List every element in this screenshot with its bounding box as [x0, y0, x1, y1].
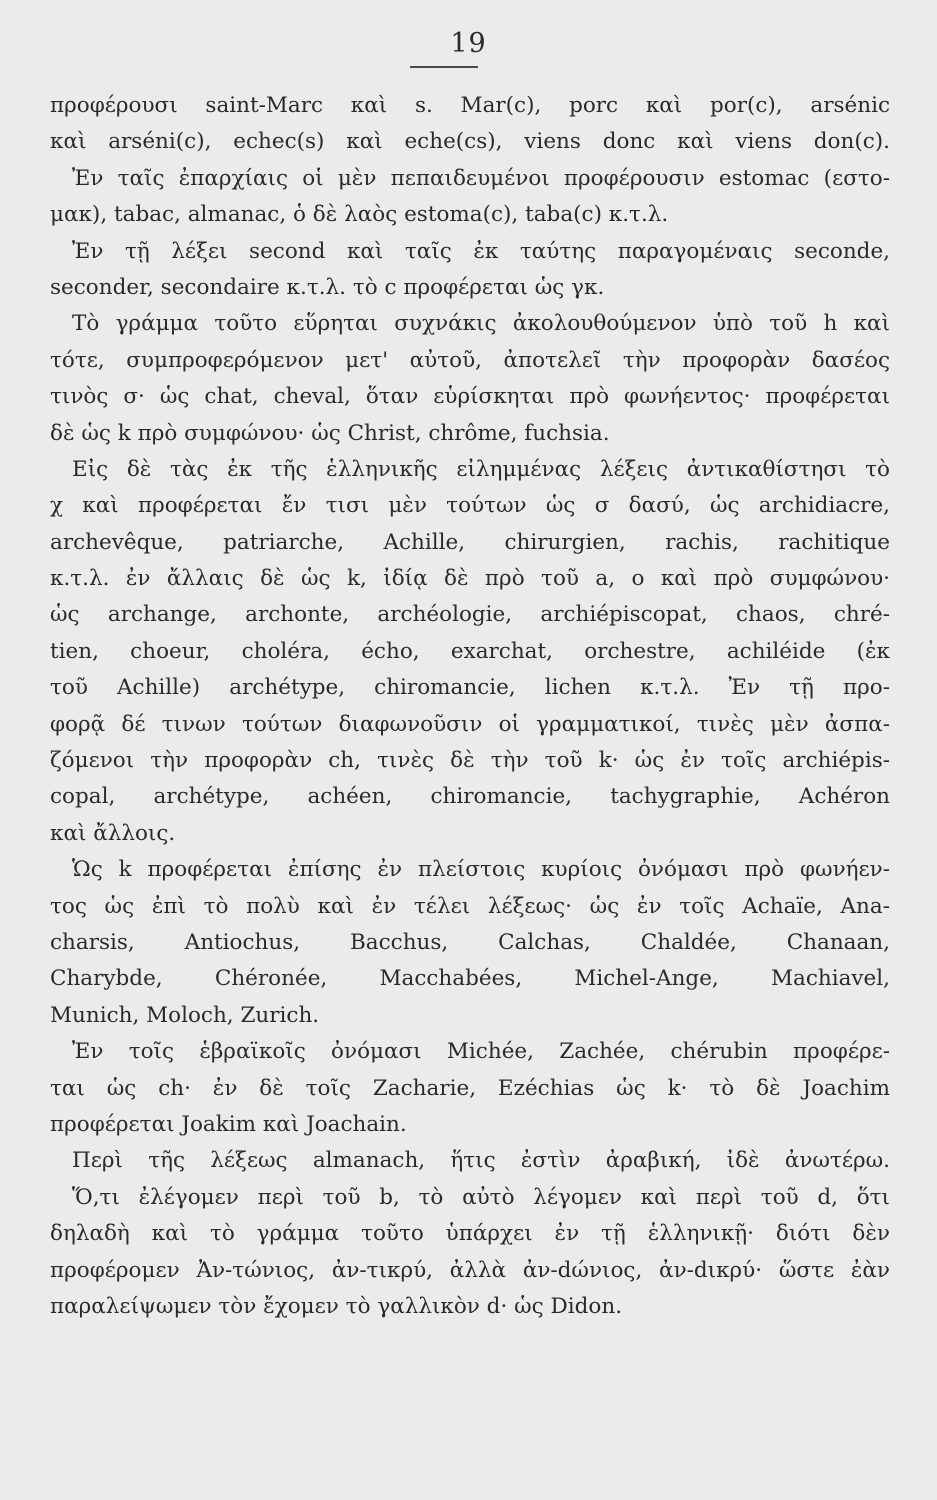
body-text [50, 88, 890, 1325]
text-line: Περὶ τῆς λέξεως almanach, ἥτις ἐστὶν ἀραβική, ἰδὲ ἀνωτέρω. [72, 1148, 890, 1174]
text-line: ὡς archange, archonte, archéologie, archiépiscopat, chaos, chré- [50, 602, 890, 628]
text-line: Ἐν τοῖς ἑβραϊκοῖς ὀνόμασι Michée, Zachée, chérubin προφέρε- [72, 1039, 890, 1065]
text-line: τοῦ Achille) archétype, chiromancie, lichen κ.τ.λ. Ἐν τῇ προ- [50, 675, 890, 701]
text-line: seconder, secondaire κ.τ.λ. τὸ c προφέρεται ὡς γκ. [50, 274, 605, 300]
text-line: καὶ arséni(c), echec(s) καὶ eche(cs), viens donc καὶ viens don(c). [50, 129, 890, 155]
text-line: μακ), tabac, almanac, ὁ δὲ λαὸς estoma(c), taba(c) κ.τ.λ. [50, 202, 669, 228]
page-number: 19 [450, 28, 487, 59]
text-line: Munich, Moloch, Zurich. [50, 1002, 320, 1028]
text-line: ζόμενοι τὴν προφορὰν ch, τινὲς δὲ τὴν τοῦ k· ὡς ἐν τοῖς archiépis- [50, 748, 890, 774]
text-line: copal, archétype, achéen, chiromancie, tachygraphie, Achéron [50, 784, 890, 810]
text-line: τινὸς σ· ὡς chat, cheval, ὅταν εὑρίσκηται πρὸ φωνήεντος· προφέρεται [50, 384, 890, 410]
text-line: προφέρεται Joakim καὶ Joachain. [50, 1111, 407, 1137]
text-line: Ὡς k προφέρεται ἐπίσης ἐν πλείστοις κυρίοις ὀνόμασι πρὸ φωνήεν- [72, 857, 890, 883]
text-line: tien, choeur, choléra, écho, exarchat, orchestre, achiléide (ἐκ [50, 638, 890, 664]
text-line: archevêque, patriarche, Achille, chirurgien, rachis, rachitique [50, 529, 890, 555]
text-line: καὶ ἄλλοις. [50, 820, 176, 846]
text-line: Τὸ γράμμα τοῦτο εὕρηται συχνάκις ἀκολουθούμενον ὑπὸ τοῦ h καὶ [72, 311, 890, 337]
text-line: Ἐν ταῖς ἐπαρχίαις οἱ μὲν πεπαιδευμένοι προφέρουσιν estomac (εστο- [72, 165, 890, 191]
text-line: δηλαδὴ καὶ τὸ γράμμα τοῦτο ὑπάρχει ἐν τῇ ἑλληνικῇ· διότι δὲν [50, 1221, 890, 1247]
text-line: Ἐν τῇ λέξει second καὶ ταῖς ἐκ ταύτης παραγομέναις seconde, [72, 238, 890, 264]
text-line: ται ὡς ch· ἐν δὲ τοῖς Zacharie, Ezéchias ὡς k· τὸ δὲ Joachim [50, 1075, 890, 1101]
text-line: τος ὡς ἐπὶ τὸ πολὺ καὶ ἐν τέλει λέξεως· ὡς ἐν τοῖς Achaïe, Ana- [50, 893, 890, 919]
text-line: charsis, Antiochus, Bacchus, Calchas, Chaldée, Chanaan, [50, 929, 890, 955]
text-line: προφέρουσι saint-Marc καὶ s. Mar(c), porc καὶ por(c), arsénic [50, 93, 890, 118]
text-line: παραλείψωμεν τὸν ἔχομεν τὸ γαλλικὸν d· ὡς Didon. [50, 1293, 623, 1319]
text-line: Εἰς δὲ τὰς ἐκ τῆς ἑλληνικῆς εἰλημμένας λέξεις ἀντικαθίστησι τὸ [72, 456, 890, 482]
text-line: τότε, συμπροφερόμενον μετ' αὐτοῦ, ἀποτελεῖ τὴν προφορὰν δασέος [50, 347, 890, 373]
header-rule [410, 66, 478, 68]
text-line: δὲ ὡς k πρὸ συμφώνου· ὡς Christ, chrôme, fuchsia. [50, 420, 610, 446]
text-line: προφέρομεν Ἀν-τώνιος, ἀν-τικρύ, ἀλλὰ ἀν-dώνιος, ἀν-dικρύ· ὥστε ἐὰν [50, 1257, 890, 1283]
text-line: χ καὶ προφέρεται ἔν τισι μὲν τούτων ὡς σ δασύ, ὡς archidiacre, [50, 493, 890, 519]
text-line: Charybde, Chéronée, Macchabées, Michel-Ange, Machiavel, [50, 966, 890, 992]
text-line: κ.τ.λ. ἐν ἄλλαις δὲ ὡς k, ἰδίᾳ δὲ πρὸ τοῦ a, o καὶ πρὸ συμφώνου· [50, 566, 890, 592]
text-line: Ὅ,τι ἐλέγομεν περὶ τοῦ b, τὸ αὐτὸ λέγομεν καὶ περὶ τοῦ d, ὅτι [72, 1184, 890, 1210]
text-line: φορᾷ δέ τινων τούτων διαφωνοῦσιν οἱ γραμματικοί, τινὲς μὲν ἀσπα- [50, 711, 890, 737]
